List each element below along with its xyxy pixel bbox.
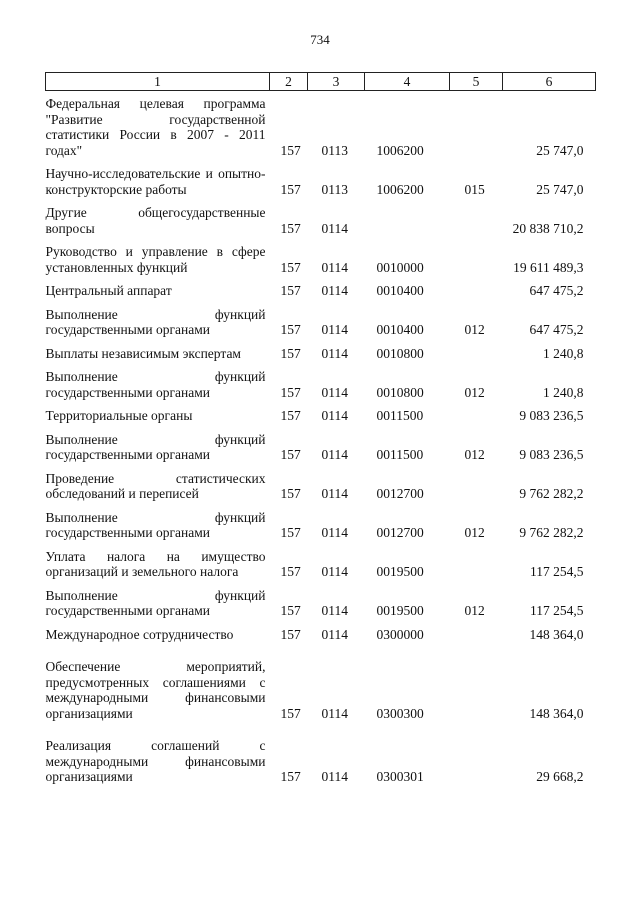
- code-col2: 157: [280, 283, 301, 298]
- code-col2: 157: [280, 769, 301, 784]
- code-col4: [365, 200, 450, 239]
- table-row: [46, 161, 596, 200]
- code-col4: 0012700: [376, 486, 424, 501]
- code-col2: 157: [280, 322, 301, 337]
- item-name: Руководство и управление в сфере установленных функций: [45, 244, 266, 275]
- amount: 647 475,2: [529, 283, 584, 298]
- table-header-row: [46, 73, 596, 91]
- code-col4: 0300000: [376, 626, 424, 642]
- item-name: Обеспечение мероприятий, предусмотренных соглашениями с международными финансовыми организациями: [45, 659, 266, 721]
- item-name: Уплата налога на имущество организаций и земельного налога: [45, 548, 266, 579]
- code-col3: 0114: [321, 769, 348, 784]
- code-col2: 157: [280, 259, 301, 275]
- code-col3: 0114: [321, 525, 348, 540]
- code-col5: [450, 544, 503, 583]
- amount: 1 240,8: [543, 384, 584, 400]
- code-col2: 157: [280, 705, 301, 721]
- code-col3: 0114: [321, 705, 348, 721]
- code-col2: 157: [280, 181, 301, 197]
- code-col4: 0010000: [376, 259, 424, 275]
- code-col4: 0300301: [376, 769, 424, 784]
- code-col5: [450, 645, 503, 724]
- code-col5: [450, 622, 503, 646]
- code-col5: 012: [464, 322, 485, 337]
- code-col3: 0114: [321, 322, 348, 337]
- item-name: Международное сотрудничество: [45, 626, 234, 642]
- item-name: Проведение статистических обследований и переписей: [45, 470, 266, 501]
- code-col4: 0011500: [376, 447, 424, 462]
- column-header: 4: [365, 73, 450, 91]
- table-row: [46, 341, 596, 365]
- amount: 19 611 489,3: [513, 259, 584, 275]
- code-col4: 0019500: [376, 564, 424, 579]
- code-col5: 012: [464, 447, 485, 462]
- item-name: Другие общегосударственные вопросы: [45, 205, 266, 236]
- code-col3: 0114: [321, 447, 348, 462]
- column-header: 1: [46, 73, 270, 91]
- amount: 25 747,0: [536, 142, 584, 158]
- amount: 148 364,0: [529, 705, 584, 721]
- table-row: [46, 622, 596, 646]
- amount: 9 762 282,2: [519, 486, 584, 501]
- amount: 9 762 282,2: [519, 525, 584, 540]
- amount: 20 838 710,2: [512, 220, 584, 236]
- table-row: [46, 583, 596, 622]
- code-col2: 157: [280, 626, 301, 642]
- item-name: Научно-исследовательские и опытно-конструкторские работы: [45, 166, 266, 197]
- table-row: [46, 505, 596, 544]
- budget-table: [45, 72, 596, 788]
- code-col3: 0114: [321, 603, 348, 618]
- code-col4: 1006200: [376, 142, 424, 158]
- code-col4: 0011500: [376, 408, 424, 423]
- code-col4: 0010400: [376, 283, 424, 298]
- code-col2: 157: [280, 447, 301, 462]
- code-col4: 0300300: [376, 705, 424, 721]
- code-col3: 0114: [321, 486, 348, 501]
- amount: 9 083 236,5: [519, 408, 584, 423]
- column-header: 3: [308, 73, 365, 91]
- table-row: [46, 364, 596, 403]
- amount: 9 083 236,5: [519, 447, 584, 462]
- table-row: [46, 427, 596, 466]
- code-col5: [450, 278, 503, 302]
- code-col3: 0114: [321, 408, 348, 423]
- table-row: [46, 302, 596, 341]
- code-col4: 0010800: [376, 345, 424, 361]
- code-col5: [450, 466, 503, 505]
- code-col5: 012: [464, 525, 485, 540]
- item-name: Выполнение функций государственными органами: [45, 509, 266, 540]
- code-col2: 157: [280, 564, 301, 579]
- table-row: [46, 466, 596, 505]
- amount: 25 747,0: [536, 181, 584, 197]
- table-row: [46, 645, 596, 724]
- item-name: Выполнение функций государственными органами: [45, 306, 266, 337]
- table-row: [46, 239, 596, 278]
- amount: 647 475,2: [529, 322, 584, 337]
- table-row: [46, 724, 596, 788]
- column-header: 5: [450, 73, 503, 91]
- item-name: Выплаты независимым экспертам: [45, 345, 241, 361]
- code-col5: [450, 724, 503, 788]
- code-col5: [450, 341, 503, 365]
- page-number: 734: [310, 32, 330, 47]
- code-col4: 0019500: [376, 603, 424, 618]
- amount: 117 254,5: [530, 603, 584, 618]
- code-col4: 0012700: [376, 525, 424, 540]
- item-name: Федеральная целевая программа "Развитие государственной статистики России в 2007 - 2011 годах": [45, 96, 266, 158]
- table-row: [46, 91, 596, 162]
- code-col2: 157: [280, 603, 301, 618]
- code-col2: 157: [280, 220, 301, 236]
- code-col2: 157: [280, 525, 301, 540]
- code-col5: [450, 200, 503, 239]
- table-row: [46, 200, 596, 239]
- item-name: Центральный аппарат: [45, 283, 172, 298]
- code-col3: 0114: [321, 384, 348, 400]
- code-col4: 1006200: [376, 181, 424, 197]
- code-col5: [450, 91, 503, 162]
- code-col4: 0010400: [376, 322, 424, 337]
- code-col3: 0113: [321, 181, 348, 197]
- column-header: 6: [503, 73, 596, 91]
- table-row: [46, 544, 596, 583]
- code-col3: 0113: [321, 142, 348, 158]
- code-col2: 157: [280, 142, 301, 158]
- column-header: 2: [270, 73, 308, 91]
- code-col3: 0114: [321, 345, 348, 361]
- code-col3: 0114: [321, 564, 348, 579]
- amount: 29 668,2: [536, 769, 584, 784]
- code-col3: 0114: [321, 283, 348, 298]
- item-name: Выполнение функций государственными органами: [45, 587, 266, 618]
- table-row: [46, 403, 596, 427]
- item-name: Выполнение функций государственными органами: [45, 431, 266, 462]
- item-name: Реализация соглашений с международными финансовыми организациями: [45, 738, 266, 784]
- code-col3: 0114: [321, 259, 348, 275]
- code-col5: 012: [464, 603, 485, 618]
- code-col5: [450, 403, 503, 427]
- code-col5: 012: [464, 384, 485, 400]
- code-col4: 0010800: [376, 384, 424, 400]
- code-col3: 0114: [321, 220, 348, 236]
- amount: 1 240,8: [543, 345, 584, 361]
- table-row: [46, 278, 596, 302]
- code-col5: 015: [464, 181, 485, 197]
- code-col2: 157: [280, 408, 301, 423]
- code-col2: 157: [280, 486, 301, 501]
- item-name: Территориальные органы: [45, 408, 193, 423]
- amount: 148 364,0: [529, 626, 584, 642]
- amount: 117 254,5: [530, 564, 584, 579]
- code-col5: [450, 239, 503, 278]
- item-name: Выполнение функций государственными органами: [45, 369, 266, 400]
- code-col2: 157: [280, 384, 301, 400]
- code-col3: 0114: [321, 626, 348, 642]
- code-col2: 157: [280, 345, 301, 361]
